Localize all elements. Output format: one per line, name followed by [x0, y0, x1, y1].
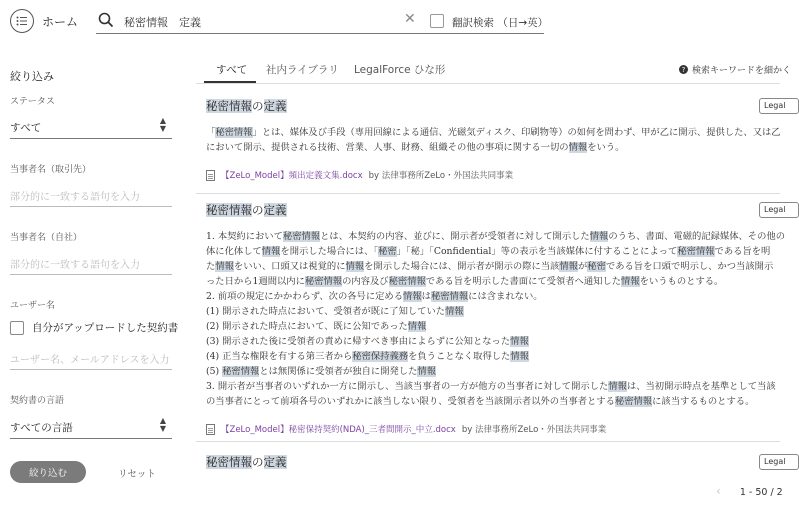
language-select[interactable]	[10, 415, 172, 439]
own-name-input[interactable]	[10, 251, 172, 275]
own-upload-option[interactable]	[10, 320, 178, 335]
result-item[interactable]	[196, 98, 786, 194]
status-label: ステータス	[10, 97, 55, 107]
source-document-link[interactable]: 【ZeLo_Model】秘密保持契約(NDA)_三者間開示_中立.docx	[221, 425, 456, 435]
result-title[interactable]: 秘密情報の定義	[206, 203, 287, 217]
status-select[interactable]	[10, 115, 172, 139]
translate-search-checkbox[interactable]	[430, 14, 444, 28]
status-select-value: すべて	[10, 122, 42, 134]
party-name-placeholder: 部分的に一致する語句を入力	[10, 192, 140, 203]
source-badge: Legal	[759, 454, 799, 470]
document-icon	[206, 424, 215, 435]
results-panel	[196, 44, 792, 520]
search-help-link[interactable]	[679, 63, 791, 76]
list-menu-icon	[16, 16, 28, 26]
user-input[interactable]	[10, 346, 172, 370]
result-source	[206, 169, 513, 181]
active-tab-indicator	[204, 81, 256, 83]
source-firm: by 法律事務所ZeLo・外国法共同事業	[461, 425, 607, 435]
result-snippet: 1. 本契約において秘密情報とは、本契約の内容、並びに、開示者が受領者に対して開示した情報のうち、書面、電磁的記録媒体、その他の 体に化体して情報を開示した場合には、「秘密」「秘」「Confidential」等の表示を当該媒体に付することによって秘密情報である旨を明 た情報をいい、口頭又は視覚的に情報を開示した場合には、開示者が開示の際に当該情報が秘密である旨を口頭で明示し、かつ当該開示 った日から1週間以内に秘密情報の内容及び秘密情報である旨を明示した書面にて受領者へ通知した情報をいうものとする。 2. 前項の規定にかかわらず、次の各号に定める情報は秘密情報には含まれない。 (1) 開示された時点において、受領者が既に了知していた情報 (2) 開示された時点において、既に公知であった情報 (3) 開示された後に受領者の責めに帰すべき事由によらずに公知となった情報 (4) 正当な権限を有する第三者から秘密保持義務を負うことなく取得した情報 (5) 秘密情報とは無関係に受領者が独自に開発した情報 3. 開示者が当事者のいずれか一方に開示し、当該当事者の一方が他方の当事者に対して開示した情報は、当初開示時点を基準として当該 の当事者にとって前項各号のいずれかに該当しない限り、受領者を当該開示者以外の当事者とする秘密情報に該当するものとする。	[206, 231, 785, 407]
search-icon	[98, 12, 114, 28]
result-title[interactable]: 秘密情報の定義	[206, 455, 287, 469]
source-badge: Legal	[759, 98, 799, 114]
tab-internal-library[interactable]: 社内ライブラリ	[266, 64, 339, 76]
own-upload-label: 自分がアップロードした契約書	[32, 322, 179, 334]
party-name-label: 当事者名（取引先）	[10, 165, 92, 175]
apply-filter-button[interactable]: 絞り込む	[10, 461, 86, 483]
language-label: 契約書の言語	[10, 396, 65, 406]
result-item[interactable]	[196, 454, 786, 474]
menu-button[interactable]	[10, 9, 34, 33]
pagination	[716, 484, 783, 498]
own-name-placeholder: 部分的に一致する語句を入力	[10, 260, 140, 271]
tab-all[interactable]: すべて	[216, 64, 248, 76]
user-placeholder: ユーザー名、メールアドレスを入力	[10, 355, 170, 366]
source-firm: by 法律事務所ZeLo・外国法共同事業	[368, 171, 514, 181]
party-name-input[interactable]	[10, 183, 172, 207]
filter-title: 絞り込み	[10, 70, 54, 83]
result-snippet: 「秘密情報」とは、媒体及び手段（専用回線による通信、光磁気ディスク、印刷物等）の如何を問わず、甲が乙に開示、提供した、又は乙 において開示、提供される技術、営業、人事、財務、組織その他の事項に関する一切の情報をいう。	[206, 127, 781, 153]
search-input[interactable]: 秘密情報 定義	[124, 16, 201, 29]
document-icon	[206, 170, 215, 181]
translate-search-label: 翻訳検索 （日→英）	[452, 17, 549, 29]
search-bar[interactable]	[96, 8, 549, 34]
tab-legalforce-templates[interactable]: LegalForce ひな形	[354, 64, 446, 76]
home-link[interactable]: ホーム	[42, 15, 79, 29]
result-source	[206, 423, 606, 435]
own-name-label: 当事者名（自社）	[10, 233, 83, 243]
result-item[interactable]	[196, 202, 786, 442]
search-help-text: 検索キーワードを細かく	[692, 66, 792, 76]
language-select-value: すべての言語	[10, 422, 73, 434]
source-badge: Legal	[759, 202, 799, 218]
select-caret-icon: ▲ ▼	[159, 116, 166, 133]
reset-button[interactable]: リセット	[118, 469, 156, 480]
filter-sidebar	[0, 44, 180, 520]
clear-search-icon[interactable]: ✕	[404, 11, 416, 27]
source-document-link[interactable]: 【ZeLo_Model】頻出定義文集.docx	[221, 171, 363, 181]
select-caret-icon: ▲ ▼	[159, 416, 166, 433]
pagination-range: 1 - 50 / 2	[739, 487, 783, 498]
help-icon: ?	[679, 65, 688, 74]
result-tabs	[196, 44, 792, 84]
prev-page-icon[interactable]: ‹	[716, 484, 721, 498]
own-upload-checkbox[interactable]	[10, 321, 24, 335]
result-title[interactable]: 秘密情報の定義	[206, 99, 287, 113]
user-label: ユーザー名	[10, 301, 56, 311]
app-header	[0, 0, 780, 44]
